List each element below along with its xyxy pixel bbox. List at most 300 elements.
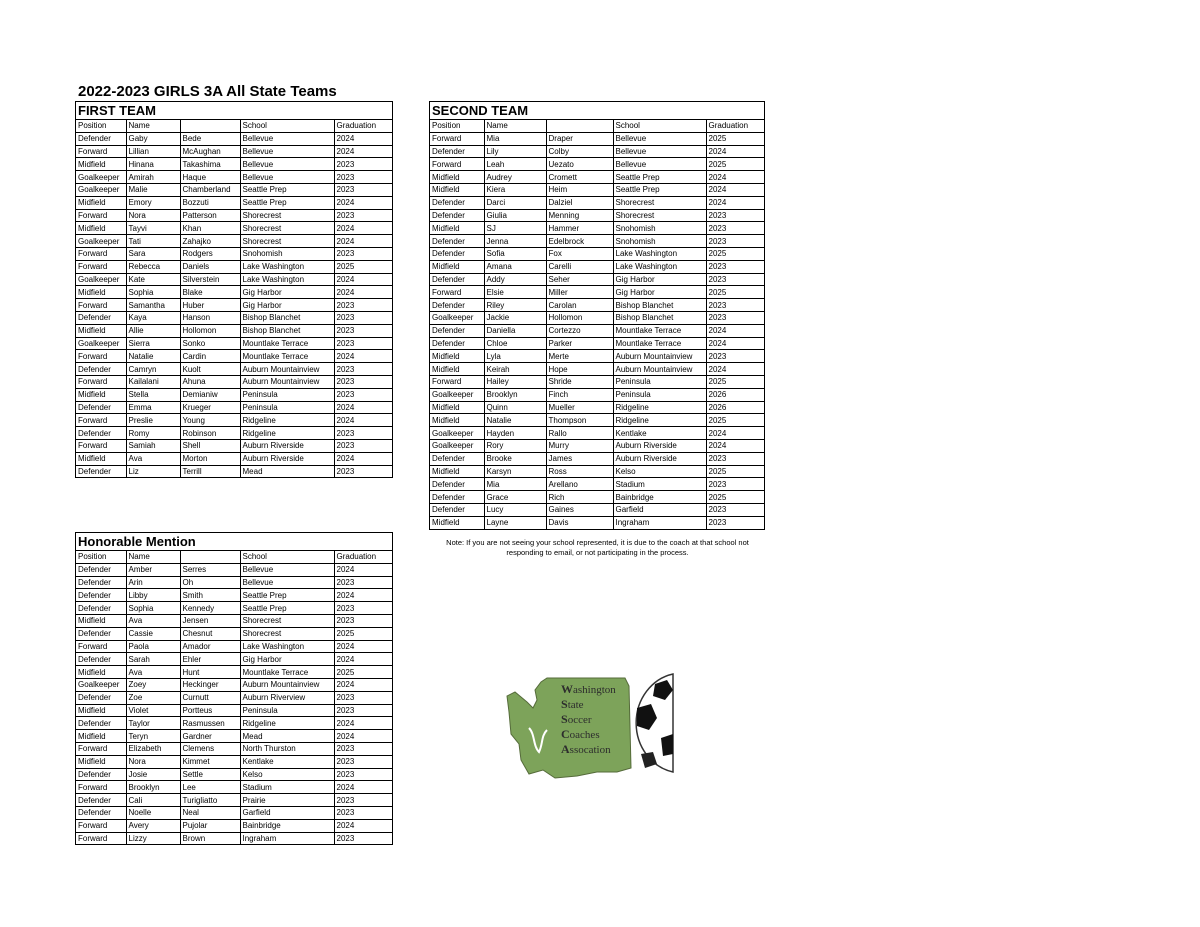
position-cell: Defender [76, 691, 126, 704]
position-cell: Midfield [76, 286, 126, 299]
position-cell: Defender [430, 503, 484, 516]
soccer-ball-icon [636, 674, 673, 772]
position-cell: Midfield [430, 414, 484, 427]
table-row [76, 755, 392, 768]
school-cell: Shorecrest [240, 209, 334, 222]
graduation-cell: 2023 [334, 171, 392, 184]
table-row [430, 516, 764, 528]
last-name-cell: Ross [546, 465, 613, 478]
position-cell: Forward [76, 414, 126, 427]
first-name-cell: Keirah [484, 363, 546, 376]
column-header: Graduation [706, 120, 764, 132]
column-header: Name [126, 551, 180, 563]
position-cell: Defender [76, 311, 126, 324]
position-cell: Defender [76, 653, 126, 666]
position-cell: Forward [76, 375, 126, 388]
table-row [76, 666, 392, 679]
graduation-cell: 2024 [334, 273, 392, 286]
school-cell: Ridgeline [613, 401, 706, 414]
first-name-cell: Sophia [126, 286, 180, 299]
position-cell: Midfield [76, 324, 126, 337]
first-name-cell: Hailey [484, 375, 546, 388]
graduation-cell: 2024 [706, 324, 764, 337]
last-name-cell: Cromett [546, 171, 613, 184]
school-cell: Auburn Mountainview [613, 350, 706, 363]
column-header: Name [484, 120, 546, 132]
first-name-cell: Teryn [126, 730, 180, 743]
position-cell: Defender [76, 563, 126, 576]
table-row [430, 491, 764, 504]
table-row [76, 563, 392, 576]
first-name-cell: Kiera [484, 183, 546, 196]
graduation-cell: 2024 [706, 196, 764, 209]
first-name-cell: Stella [126, 388, 180, 401]
position-cell: Forward [430, 132, 484, 145]
table-row [76, 401, 392, 414]
last-name-cell: Kennedy [180, 602, 240, 615]
graduation-cell: 2024 [706, 183, 764, 196]
school-cell: Bainbridge [613, 491, 706, 504]
first-name-cell: Lucy [484, 503, 546, 516]
first-name-cell: Addy [484, 273, 546, 286]
table-row [430, 427, 764, 440]
school-cell: Stadium [613, 478, 706, 491]
last-name-cell: Zahajko [180, 235, 240, 248]
position-cell: Defender [430, 491, 484, 504]
position-cell: Midfield [430, 401, 484, 414]
graduation-cell: 2025 [706, 247, 764, 260]
graduation-cell: 2023 [708, 518, 727, 528]
column-header: Graduation [334, 120, 392, 132]
table-row [430, 196, 764, 209]
position-cell: Defender [76, 576, 126, 589]
logo-initial: A [561, 742, 570, 756]
graduation-cell: 2023 [706, 273, 764, 286]
school-cell: Auburn Riverside [240, 452, 334, 465]
table-row [76, 819, 392, 832]
school-cell: North Thurston [240, 742, 334, 755]
table-row [76, 337, 392, 350]
table-row [76, 832, 392, 844]
first-name-cell: SJ [484, 222, 546, 235]
first-team-title: FIRST TEAM [76, 102, 392, 120]
school-cell: Bishop Blanchet [240, 324, 334, 337]
last-name-cell: Rodgers [180, 247, 240, 260]
graduation-cell: 2024 [334, 717, 392, 730]
school-cell: Bishop Blanchet [240, 311, 334, 324]
column-header: Name [126, 120, 180, 132]
graduation-cell: 2023 [334, 311, 392, 324]
last-name-cell: Bozzuti [180, 196, 240, 209]
table-row [430, 273, 764, 286]
last-name-cell: Chesnut [180, 627, 240, 640]
first-name-cell: Sofia [484, 247, 546, 260]
position-cell: Defender [430, 452, 484, 465]
position-cell: Defender [430, 299, 484, 312]
first-name-cell: Cassie [126, 627, 180, 640]
graduation-cell: 2024 [334, 452, 392, 465]
first-name-cell: Lyla [484, 350, 546, 363]
graduation-cell: 2023 [706, 350, 764, 363]
graduation-cell: 2023 [706, 260, 764, 273]
table-row [76, 704, 392, 717]
first-name-cell: Sarah [126, 653, 180, 666]
table-row [430, 503, 764, 516]
first-name-cell: Violet [126, 704, 180, 717]
school-cell: Shorecrest [240, 627, 334, 640]
graduation-cell: 2024 [334, 145, 392, 158]
graduation-cell: 2023 [334, 614, 392, 627]
note-text: Note: If you are not seeing your school represented, it is due to the coach at that school not responding to email, or not participating in the process. [446, 538, 749, 557]
logo-text [561, 682, 616, 757]
graduation-cell: 2023 [334, 324, 392, 337]
first-name-cell: Malie [126, 183, 180, 196]
last-name-cell: Colby [546, 145, 613, 158]
table-row [76, 388, 392, 401]
position-cell: Forward [76, 145, 126, 158]
school-cell: Auburn Mountainview [240, 678, 334, 691]
position-cell: Midfield [76, 158, 126, 171]
position-cell: Defender [76, 589, 126, 602]
logo-line [561, 712, 616, 727]
first-name-cell: Ava [126, 452, 180, 465]
first-name-cell: Emma [126, 401, 180, 414]
last-name-cell: Smith [180, 589, 240, 602]
first-name-cell: Mia [484, 132, 546, 145]
last-name-cell: Portteus [180, 704, 240, 717]
last-name-cell: Haque [180, 171, 240, 184]
graduation-cell: 2023 [334, 158, 392, 171]
first-name-cell: Kaya [126, 311, 180, 324]
last-name-cell: Turigliatto [180, 794, 240, 807]
position-cell: Defender [430, 247, 484, 260]
last-name-cell: Arellano [546, 478, 613, 491]
first-name-cell: Libby [126, 589, 180, 602]
graduation-cell: 2026 [706, 388, 764, 401]
last-name-cell: Brown [180, 832, 240, 844]
last-name-cell: Krueger [180, 401, 240, 414]
position-cell: Midfield [76, 704, 126, 717]
graduation-cell: 2023 [334, 576, 392, 589]
first-name-cell: Amirah [126, 171, 180, 184]
first-name-cell: Samiah [126, 439, 180, 452]
position-cell: Midfield [76, 388, 126, 401]
last-name-cell: Neal [180, 806, 240, 819]
school-cell: Lake Washington [240, 260, 334, 273]
position-cell: Forward [76, 819, 126, 832]
school-cell: Peninsula [613, 375, 706, 388]
page-title: 2022-2023 GIRLS 3A All State Teams [78, 83, 337, 100]
column-header: School [240, 551, 334, 563]
graduation-cell: 2023 [334, 209, 392, 222]
last-name-cell: Cardin [180, 350, 240, 363]
last-name-cell: Khan [180, 222, 240, 235]
position-cell: Forward [76, 832, 126, 844]
first-name-cell: Daniella [484, 324, 546, 337]
school-cell: Bishop Blanchet [613, 311, 706, 324]
last-name-cell: Shell [180, 439, 240, 452]
school-cell: Garfield [613, 503, 706, 516]
first-name-cell: Darci [484, 196, 546, 209]
last-name-cell: Curnutt [180, 691, 240, 704]
school-cell: Auburn Mountainview [240, 375, 334, 388]
school-cell: Mead [240, 465, 334, 477]
table-row [76, 589, 392, 602]
table-row [76, 375, 392, 388]
position-cell: Midfield [430, 350, 484, 363]
logo-line [561, 682, 616, 697]
logo-word: tate [567, 699, 584, 711]
school-cell: Mead [240, 730, 334, 743]
position-cell: Forward [76, 781, 126, 794]
first-name-cell: Gaby [126, 132, 180, 145]
column-header: Position [76, 120, 126, 132]
position-cell: Midfield [430, 260, 484, 273]
position-cell: Midfield [76, 730, 126, 743]
table-row [430, 439, 764, 452]
school-cell: Seattle Prep [240, 183, 334, 196]
header-row [76, 120, 392, 132]
last-name-cell: Murry [546, 439, 613, 452]
first-name-cell: Elizabeth [126, 742, 180, 755]
second-team-table [429, 101, 765, 530]
table-row [76, 350, 392, 363]
first-name-cell: Chloe [484, 337, 546, 350]
table-row [76, 627, 392, 640]
last-name-cell: Amador [180, 640, 240, 653]
school-cell: Peninsula [240, 704, 334, 717]
honorable-mention-table [75, 532, 393, 845]
table-row [76, 363, 392, 376]
last-name-cell: Gaines [546, 503, 613, 516]
last-name-cell: Hollomon [546, 311, 613, 324]
school-cell: Mountlake Terrace [240, 337, 334, 350]
position-cell: Forward [76, 260, 126, 273]
graduation-cell: 2024 [334, 589, 392, 602]
last-name-cell: Gardner [180, 730, 240, 743]
position-cell: Defender [430, 324, 484, 337]
graduation-cell: 2024 [334, 132, 392, 145]
last-name-cell: James [546, 452, 613, 465]
position-cell: Goalkeeper [76, 678, 126, 691]
position-cell: Forward [76, 247, 126, 260]
position-cell: Defender [76, 627, 126, 640]
table-row [76, 806, 392, 819]
graduation-cell: 2024 [334, 563, 392, 576]
table-row [76, 324, 392, 337]
graduation-cell: 2023 [334, 337, 392, 350]
first-name-cell: Lillian [126, 145, 180, 158]
table-row [76, 158, 392, 171]
table-row [430, 324, 764, 337]
table-row [76, 311, 392, 324]
last-name-cell: Hollomon [180, 324, 240, 337]
first-name-cell: Amana [484, 260, 546, 273]
last-name-cell: Bede [180, 132, 240, 145]
last-name-cell: Rich [546, 491, 613, 504]
last-name-cell: Kimmet [180, 755, 240, 768]
position-cell: Midfield [76, 755, 126, 768]
table-row [76, 439, 392, 452]
position-cell: Defender [430, 478, 484, 491]
graduation-cell: 2024 [334, 196, 392, 209]
table-row [76, 465, 392, 477]
school-cell: Seattle Prep [240, 602, 334, 615]
graduation-cell: 2024 [706, 439, 764, 452]
table-row [76, 427, 392, 440]
position-cell: Defender [430, 273, 484, 286]
position-cell: Goalkeeper [430, 439, 484, 452]
graduation-cell: 2023 [334, 299, 392, 312]
graduation-cell: 2023 [334, 439, 392, 452]
table-row [430, 171, 764, 184]
position-cell: Forward [430, 158, 484, 171]
first-name-cell: Kailalani [126, 375, 180, 388]
logo-initial: W [561, 682, 573, 696]
first-name-cell: Jackie [484, 311, 546, 324]
school-cell: Ridgeline [240, 717, 334, 730]
school-cell: Mountlake Terrace [613, 337, 706, 350]
school-cell: Peninsula [240, 401, 334, 414]
school-cell: Lake Washington [613, 260, 706, 273]
logo-initial: C [561, 727, 570, 741]
position-cell: Defender [76, 132, 126, 145]
graduation-cell: 2023 [334, 183, 392, 196]
first-name-cell: Romy [126, 427, 180, 440]
school-cell: Prairie [240, 794, 334, 807]
school-cell: Bellevue [240, 563, 334, 576]
school-cell: Auburn Mountainview [240, 363, 334, 376]
position-cell: Defender [76, 806, 126, 819]
first-name-cell: Arin [126, 576, 180, 589]
position-cell: Goalkeeper [430, 388, 484, 401]
table-row [76, 171, 392, 184]
school-cell: Bellevue [240, 171, 334, 184]
first-name-cell: Natalie [126, 350, 180, 363]
first-name-cell: Lizzy [126, 832, 180, 844]
first-name-cell: Amber [126, 563, 180, 576]
first-name-cell: Elsie [484, 286, 546, 299]
last-name-cell: Draper [546, 132, 613, 145]
table-row [76, 781, 392, 794]
table-row [76, 247, 392, 260]
school-cell: Stadium [240, 781, 334, 794]
last-name-cell: Morton [180, 452, 240, 465]
logo-initial: S [561, 712, 568, 726]
school-cell: Auburn Riverside [613, 439, 706, 452]
school-cell: Ingraham [240, 832, 334, 844]
table-row [76, 678, 392, 691]
first-name-cell: Brooklyn [484, 388, 546, 401]
school-cell: Shorecrest [240, 235, 334, 248]
first-name-cell: Hinana [126, 158, 180, 171]
logo-line [561, 742, 616, 757]
last-name-cell: Davis [546, 516, 613, 528]
last-name-cell: Merte [546, 350, 613, 363]
first-name-cell: Camryn [126, 363, 180, 376]
logo-word: oaches [569, 729, 600, 741]
last-name-cell: Hunt [180, 666, 240, 679]
last-name-cell: Thompson [546, 414, 613, 427]
first-name-cell: Allie [126, 324, 180, 337]
last-name-cell: Rasmussen [180, 717, 240, 730]
table-row [430, 132, 764, 145]
last-name-cell: Daniels [180, 260, 240, 273]
position-cell: Defender [430, 145, 484, 158]
school-cell: Bainbridge [240, 819, 334, 832]
position-cell: Defender [430, 196, 484, 209]
table-row [430, 401, 764, 414]
second-team-title: SECOND TEAM [430, 102, 764, 120]
school-cell: Peninsula [613, 388, 706, 401]
school-cell: Auburn Mountainview [613, 363, 706, 376]
last-name-cell: Patterson [180, 209, 240, 222]
position-cell: Forward [76, 299, 126, 312]
graduation-cell: 2025 [706, 375, 764, 388]
graduation-cell: 2023 [334, 794, 392, 807]
graduation-cell: 2025 [706, 286, 764, 299]
last-name-cell: Rallo [546, 427, 613, 440]
position-cell: Midfield [76, 222, 126, 235]
last-name-cell: Shride [546, 375, 613, 388]
school-cell: Seattle Prep [613, 171, 706, 184]
graduation-cell: 2024 [334, 640, 392, 653]
table-row [430, 375, 764, 388]
last-name-cell: Serres [180, 563, 240, 576]
first-name-cell: Lily [484, 145, 546, 158]
school-cell: Bishop Blanchet [613, 299, 706, 312]
last-name-cell: Heckinger [180, 678, 240, 691]
last-name-cell: Settle [180, 768, 240, 781]
graduation-cell: 2023 [334, 742, 392, 755]
position-cell: Forward [430, 375, 484, 388]
table-row [76, 414, 392, 427]
school-cell: Auburn Riverside [613, 452, 706, 465]
table-row [76, 222, 392, 235]
table-row [430, 311, 764, 324]
logo-line [561, 727, 616, 742]
graduation-cell: 2024 [334, 350, 392, 363]
last-name-cell: Dalziel [546, 196, 613, 209]
position-cell: Midfield [76, 452, 126, 465]
first-name-cell: Audrey [484, 171, 546, 184]
first-name-cell: Karsyn [484, 465, 546, 478]
first-name-cell: Zoe [126, 691, 180, 704]
table-row [76, 286, 392, 299]
graduation-cell: 2024 [706, 363, 764, 376]
logo-word: ssocation [569, 744, 611, 756]
school-cell: Kentlake [613, 427, 706, 440]
table-row [430, 158, 764, 171]
position-cell: Goalkeeper [430, 311, 484, 324]
column-header [180, 120, 240, 132]
school-cell: Gig Harbor [240, 286, 334, 299]
position-cell: Midfield [430, 465, 484, 478]
last-name-cell: Fox [546, 247, 613, 260]
position-cell: Defender [76, 401, 126, 414]
first-name-cell: Giulia [484, 209, 546, 222]
wsca-logo [505, 672, 675, 784]
school-cell: Ridgeline [240, 414, 334, 427]
last-name-cell: Carolan [546, 299, 613, 312]
table-row [430, 247, 764, 260]
last-name-cell: Edelbrock [546, 235, 613, 248]
graduation-cell: 2025 [334, 260, 392, 273]
school-cell: Auburn Riverside [240, 439, 334, 452]
last-name-cell: Sonko [180, 337, 240, 350]
school-cell: Garfield [240, 806, 334, 819]
first-name-cell: Emory [126, 196, 180, 209]
